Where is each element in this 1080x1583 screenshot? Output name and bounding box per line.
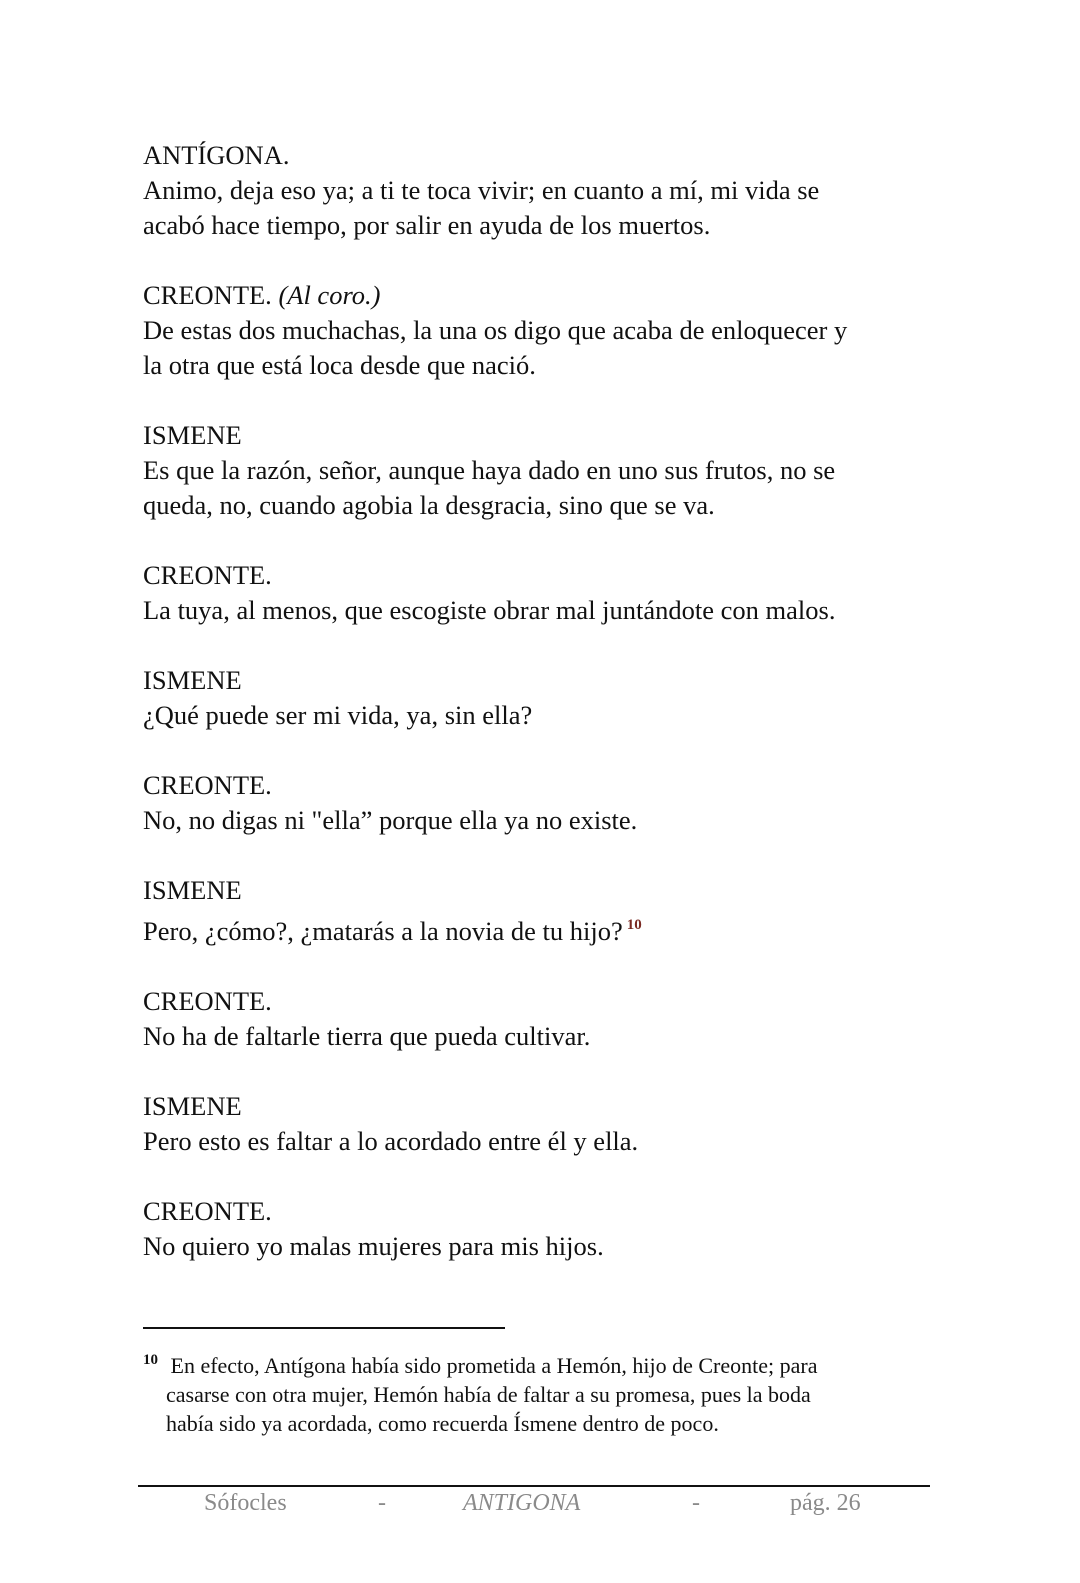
- speech-line: Es que la razón, señor, aunque haya dado en uno sus frutos, no se: [143, 455, 836, 485]
- speaker-name: ANTÍGONA.: [143, 140, 290, 170]
- speech-line: De estas dos muchachas, la una os digo que acaba de enloquecer y: [143, 315, 848, 345]
- speech-line: Animo, deja eso ya; a ti te toca vivir; en cuanto a mí, mi vida se: [143, 175, 820, 205]
- speech-line: Pero, ¿cómo?, ¿matarás a la novia de tu hijo? $^{10}$: [143, 916, 642, 946]
- speech-block: [143, 138, 927, 243]
- speech-line: la otra que está loca desde que nació.: [143, 350, 536, 380]
- speech-block: [143, 984, 927, 1054]
- footnote-reference[interactable]: 10: [626, 917, 642, 933]
- footer-separator: -: [692, 1490, 700, 1516]
- speech-block: [143, 663, 927, 733]
- speaker-name: ISMENE: [143, 1091, 242, 1121]
- footnote-divider: [143, 1327, 505, 1329]
- footer-author: Sófocles: [204, 1490, 287, 1516]
- footer-title: ANTIGONA: [463, 1490, 581, 1516]
- speech-line: No ha de faltarle tierra que pueda cultivar.: [143, 1021, 591, 1051]
- footnote-line: En efecto, Antígona había sido prometida a Hemón, hijo de Creonte; para: [170, 1353, 818, 1378]
- speaker-name: ISMENE: [143, 420, 242, 450]
- speech-block: [143, 558, 927, 628]
- speech-line: queda, no, cuando agobia la desgracia, sino que se va.: [143, 490, 715, 520]
- speaker-name: ISMENE: [143, 875, 242, 905]
- speech-block: [143, 278, 927, 383]
- page-footer: [138, 1490, 930, 1522]
- speech-block: [143, 873, 927, 949]
- speech-block: [143, 1089, 927, 1159]
- speech-block: [143, 768, 927, 838]
- page-number: pág. 26: [790, 1490, 861, 1516]
- dialogue-body: [143, 138, 927, 1299]
- footnote-number: 10: [143, 1352, 158, 1368]
- speech-block: [143, 418, 927, 523]
- speaker-name: CREONTE. (Al coro.): [143, 280, 381, 310]
- footnote: [143, 1346, 927, 1438]
- speaker-name: CREONTE.: [143, 986, 272, 1016]
- speech-block: [143, 1194, 927, 1264]
- speech-line: ¿Qué puede ser mi vida, ya, sin ella?: [143, 700, 533, 730]
- speech-line: Pero esto es faltar a lo acordado entre él y ella.: [143, 1126, 639, 1156]
- speech-line: No, no digas ni "ella” porque ella ya no existe.: [143, 805, 638, 835]
- footnote-line: había sido ya acordada, como recuerda Ísmene dentro de poco.: [166, 1411, 719, 1436]
- footer-separator: -: [378, 1490, 386, 1516]
- speech-line: acabó hace tiempo, por salir en ayuda de los muertos.: [143, 210, 711, 240]
- speech-line: No quiero yo malas mujeres para mis hijos.: [143, 1231, 604, 1261]
- speaker-name: CREONTE.: [143, 770, 272, 800]
- speech-line: La tuya, al menos, que escogiste obrar mal juntándote con malos.: [143, 595, 836, 625]
- speaker-name: CREONTE.: [143, 560, 272, 590]
- speaker-name: ISMENE: [143, 665, 242, 695]
- stage-direction: (Al coro.): [278, 280, 381, 310]
- speaker-name: CREONTE.: [143, 1196, 272, 1226]
- footer-divider: [138, 1485, 930, 1487]
- footnote-line: casarse con otra mujer, Hemón había de faltar a su promesa, pues la boda: [166, 1382, 811, 1407]
